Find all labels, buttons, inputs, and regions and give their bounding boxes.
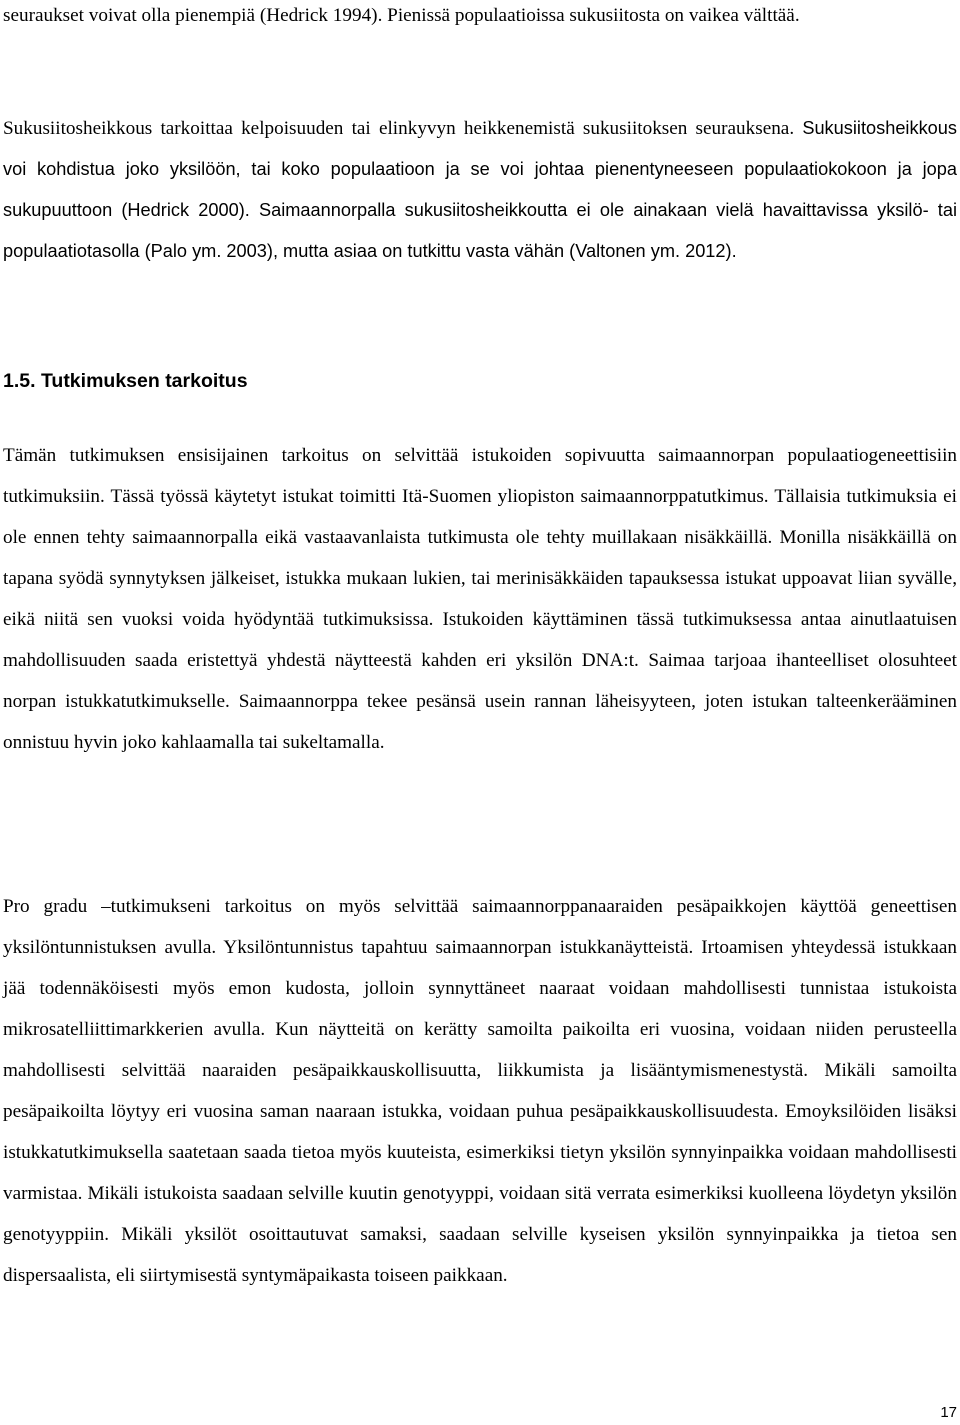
document-page — [3, 0, 957, 1425]
paragraph-research-purpose — [3, 435, 957, 763]
section-heading: 1.5. Tutkimuksen tarkoitus — [3, 370, 248, 392]
paragraph-pro-gradu — [3, 886, 957, 1296]
paragraph-text-sans: Sukusiitosheikkous voi kohdistua joko yksilöön, tai koko populaatioon ja se voi johtaa pienentyneeseen populaatiokokoon ja jopa sukupuuttoon (Hedrick 2000). Saimaannorpalla sukusiitosheikkoutta ei ole ainakaan vielä havaittavissa yksilö- tai populaatiotasolla (Palo ym. 2003), mutta asiaa on tutkittu vasta vähän (Valtonen ym. 2012). — [3, 118, 957, 261]
page-number: 17 — [940, 1404, 957, 1421]
paragraph-text: seuraukset voivat olla pienempiä (Hedrick 1994). Pienissä populaatioissa sukusiitosta on vaikea välttää. — [3, 5, 800, 26]
paragraph-text: Tämän tutkimuksen ensisijainen tarkoitus on selvittää istukoiden sopivuutta saimaannorpan populaatiogeneettisiin tutkimuksiin. Tässä työssä käytetyt istukat toimitti Itä-Suomen yliopiston saimaannorppatutkimus. Tällaisia tutkimuksia ei ole ennen tehty saimaannorpalla eikä vastaavanlaista tutkimusta ole tehty muillakaan nisäkkäillä. Monilla nisäkkäillä on tapana syödä synnytyksen jälkeiset, istukka mukaan lukien, tai merinisäkkäiden tapauksessa istukat uppoavat liian syvälle, eikä niitä sen vuoksi voida hyödyntää tutkimuksissa. Istukoiden käyttäminen tässä tutkimuksessa antaa ainutlaatuisen mahdollisuuden saada eristettyä yhdestä näytteestä kahden eri yksilön DNA:t. Saimaa tarjoaa ihanteelliset olosuhteet norpan istukkatutkimukselle. Saimaannorppa tekee pesänsä usein rannan läheisyyteen, joten istukan talteenkerääminen onnistuu hyvin joko kahlaamalla tai sukeltamalla. — [3, 445, 957, 753]
paragraph-text-serif: Sukusiitosheikkous tarkoittaa kelpoisuuden tai elinkyvyn heikkenemistä sukusiitoksen seurauksena. — [3, 118, 795, 139]
paragraph-text: Pro gradu –tutkimukseni tarkoitus on myös selvittää saimaannorppanaaraiden pesäpaikkojen käyttöä geneettisen yksilöntunnistuksen avulla. Yksilöntunnistus tapahtuu saimaannorpan istukkanäytteistä. Irtoamisen yhteydessä istukkaan jää todennäköisesti myös emon kudosta, jolloin synnyttäneet naaraat voidaan mahdollisesti tunnistaa istukoista mikrosatelliittimarkkerien avulla. Kun näytteitä on kerätty samoilta paikoilta eri vuosina, voidaan niiden perusteella mahdollisesti selvittää naaraiden pesäpaikkauskollisuutta, liikkumista ja lisääntymismenestystä. Mikäli samoilta pesäpaikoilta löytyy eri vuosina saman naaraan istukka, voidaan puhua pesäpaikkauskollisuudesta. Emoyksilöiden lisäksi istukkatutkimuksella saatetaan saada tietoa myös kuuteista, esimerkiksi tietyn yksilön synnyinpaikka voidaan mahdollisesti varmistaa. Mikäli istukoista saadaan selville kuutin genotyyppi, voidaan sitä verrata esimerkiksi kuolleena löydetyn yksilön genotyyppiin. Mikäli yksilöt osoittautuvat samaksi, saadaan selville kyseisen yksilön synnyinpaikka ja tietoa sen dispersaalista, eli siirtymisestä syntymäpaikasta toiseen paikkaan. — [3, 896, 957, 1286]
paragraph-inbreeding-depression — [3, 108, 957, 272]
paragraph-inbreeding-consequences — [3, 0, 957, 36]
